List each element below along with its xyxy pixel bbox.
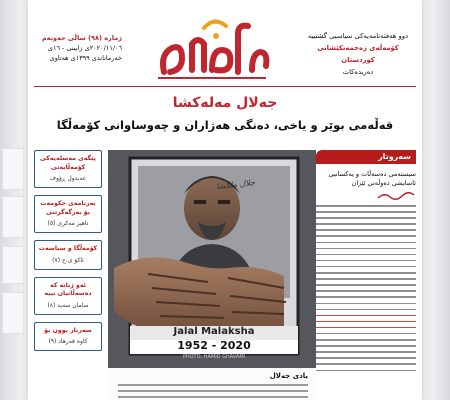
caption-text-line	[118, 396, 308, 398]
editorial-text-line	[316, 260, 416, 262]
teaser-title: بەرنامەی حکومەت بۆ بەرگەگرتنی	[40, 200, 96, 216]
editorial-text-line	[316, 357, 416, 359]
portrait-signature: جلال ملکشا	[215, 177, 256, 192]
background-right-edge	[432, 0, 450, 400]
editorial-text-line	[316, 370, 416, 372]
editorial-text-line	[316, 303, 416, 305]
teaser-box[interactable]	[34, 322, 102, 352]
editorial-text-line	[316, 284, 416, 286]
teaser-box[interactable]	[34, 240, 102, 270]
editorial-text-line	[316, 229, 416, 231]
teaser-author: ئاکۆ ی.ح (٧)	[52, 256, 84, 264]
editorial-text-line	[316, 296, 416, 298]
teaser-box[interactable]	[34, 150, 102, 188]
front-kicker: جەلال مەلەکشا	[172, 95, 278, 111]
editorial-highlight-line	[316, 315, 416, 317]
editorial-text-line	[316, 205, 416, 207]
editorial-text-line	[316, 266, 416, 268]
newspaper-logo	[152, 14, 272, 84]
background-ghost-panel	[2, 196, 24, 238]
teaser-author: سامان سەید (٨)	[47, 301, 89, 309]
teaser-box[interactable]	[34, 277, 102, 315]
background-ghost-panel	[2, 246, 24, 284]
photo-caption-block	[108, 368, 316, 400]
publisher-party: کۆمەڵەی زەحمەتکێشانی کوردستان	[317, 44, 399, 64]
editorial-text-line	[316, 309, 416, 311]
teaser-author: عەبدول ڕۆوف	[49, 175, 87, 182]
teaser-title: پێگەی مەسلەیەکی کۆمەڵایەتی	[40, 155, 96, 171]
editorial-text-line	[316, 217, 416, 219]
portrait-years: 1952 - 2020	[177, 339, 251, 352]
teaser-title: ئەو ژنانە کە دەسەڵاتیان نییە	[44, 281, 92, 297]
editorial-text-line	[316, 211, 416, 213]
editorial-text-line	[316, 254, 416, 256]
editorial-text-line	[316, 223, 416, 225]
newspaper-front-page	[28, 0, 422, 400]
editorial-text-line	[316, 272, 416, 274]
portrait-photo	[108, 150, 316, 368]
editorial-column	[316, 150, 416, 376]
editorial-highlight-line	[316, 321, 416, 323]
teaser-box[interactable]	[34, 195, 102, 233]
editorial-banner: سەروتار	[316, 150, 416, 164]
teaser-author: تاهیر مەکری (٥)	[47, 220, 89, 227]
portrait-credit: PHOTO: HAMID GHAVAMI	[182, 354, 246, 360]
editorial-text-line	[316, 248, 416, 250]
teaser-title: سەرباز بوون بۆ	[44, 326, 92, 334]
teaser-title: کۆمەڵگا و سیاسەت	[38, 245, 98, 252]
editorial-text-line	[316, 235, 416, 237]
issue-date: ٢٠٢٠/١١/٠٦ی زایینی - ١٦ی خەرماناندی ١٣٩٩ی هەتاوی	[47, 44, 122, 62]
caption-heading: یادی جەلال	[269, 372, 308, 380]
logo-calligraphy-icon	[152, 14, 272, 84]
editorial-text-line	[316, 242, 416, 244]
front-headline: قەڵەمی بوێر و یاخی، دەنگی هەژاران و چەوساوانی کۆمەڵگا	[56, 118, 394, 132]
teaser-column	[34, 150, 102, 358]
editorial-title[interactable]: سیستەمی دەسەڵات و یەکسانیی ئاسایشی دەوڵەتی ئێران	[328, 170, 416, 187]
portrait-name-banner: Jalal Malaksha	[173, 326, 255, 337]
publisher-line: دوو هەفتەنامەیەکی سیاسیی گشتییە	[307, 32, 409, 40]
issue-number: ژمارە (٩٨) ساڵی حەوتەم	[41, 34, 122, 42]
background-ghost-panel	[2, 148, 24, 190]
publisher-info	[302, 30, 414, 78]
caption-text-line	[118, 390, 308, 392]
editorial-author-signature	[316, 192, 416, 200]
editorial-text-line	[316, 363, 416, 365]
editorial-text-line	[316, 351, 416, 353]
editorial-text-line	[316, 345, 416, 347]
background-ghost-panel	[2, 292, 24, 334]
editorial-text-line	[316, 278, 416, 280]
masthead-divider	[34, 86, 416, 87]
publisher-line: دەریدەکات	[342, 68, 374, 76]
author-signature-icon	[376, 192, 416, 200]
editorial-highlight-line	[316, 327, 416, 329]
caption-text-line	[118, 384, 308, 386]
teaser-author: کاوە فەرهاد (٩)	[48, 338, 88, 345]
issue-info	[34, 33, 122, 63]
editorial-text-line	[316, 339, 416, 341]
editorial-text-line	[316, 290, 416, 292]
editorial-text-line	[316, 333, 416, 335]
